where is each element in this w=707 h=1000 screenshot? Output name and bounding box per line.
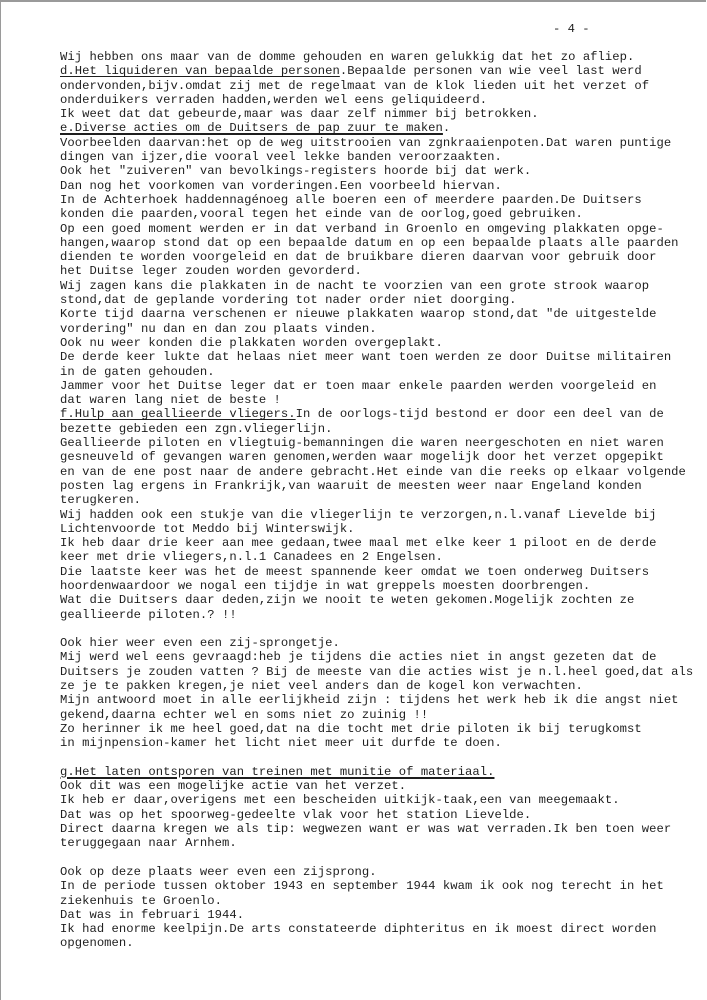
text-line: ze je te pakken kregen,je niet veel anders dan de kogel kon verwachten.	[60, 679, 583, 694]
text-line: Ook het "zuiveren" van bevolkings-registers hoorde bij dat werk.	[60, 164, 532, 179]
text-line: Korte tijd daarna verschenen er nieuwe plakkaten waarop stond,dat "de uitgestelde	[60, 307, 657, 322]
line-text: .	[442, 121, 451, 136]
text-line: Mij werd wel eens gevraagd:heb je tijdens die acties niet in angst gezeten dat de	[60, 650, 657, 665]
text-line: Ik had enorme keelpijn.De arts constateerde diphteritus en ik moest direct worden	[60, 922, 657, 937]
text-line: het Duitse leger zouden worden gevorderd.	[60, 264, 362, 279]
text-line: in de gaten gehouden.	[60, 364, 215, 379]
section-heading-line	[60, 407, 700, 421]
blank-line	[60, 851, 700, 865]
text-line: Duitsers je zouden vatten ? Bij de meeste van die acties wist je n.l.heel goed,dat als	[60, 664, 694, 679]
text-line: Ook nu weer konden die plakkaten worden overgeplakt.	[60, 335, 443, 350]
section-heading: d.Het liquideren van bepaalde personen	[60, 64, 340, 79]
section-heading: e.Diverse acties om de Duitsers de pap zuur te maken	[60, 121, 443, 136]
section-heading-line	[60, 64, 700, 78]
text-line: ondervonden,bijv.omdat zij met de regelmaat van de klok lieden uit het verzet of	[60, 78, 650, 93]
section-heading-line	[60, 121, 700, 135]
text-line: Dat was in februari 1944.	[60, 907, 245, 922]
text-line: onderduikers verraden hadden,werden wel eens geliquideerd.	[60, 92, 488, 107]
text-line: Ook hier weer even een zij-sprongetje.	[60, 636, 340, 651]
section-heading: f.Hulp aan geallieerde vliegers.	[60, 407, 296, 422]
text-line: dat waren lang niet de beste !	[60, 393, 281, 408]
text-line: terugkeren.	[60, 493, 142, 508]
line-text: .Bepaalde personen van wie veel last werd	[339, 64, 642, 79]
section-heading-line	[60, 765, 700, 779]
text-line: Ook op deze plaats weer even een zijsprong.	[60, 864, 377, 879]
text-line: Dat was op het spoorweg-gedeelte vlak voor het station Lievelde.	[60, 807, 532, 822]
text-line: geallieerde piloten.? !!	[60, 607, 237, 622]
text-line: hoordenwaardoor we nogal een tijdje in wat greppels moesten doorbrengen.	[60, 578, 591, 593]
text-line: ziekenhuis te Groenlo.	[60, 893, 223, 908]
text-line: Wat die Duitsers daar deden,zijn we nooit te weten gekomen.Mogelijk zochten ze	[60, 593, 635, 608]
text-line: Wij hadden ook een stukje van die vliegerlijn te verzorgen,n.l.vanaf Lievelde bij	[60, 507, 657, 522]
text-line: in mijnpension-kamer het licht niet meer uit durfde te doen.	[60, 736, 502, 751]
text-line: Jammer voor het Duitse leger dat er toen maar enkele paarden werden voorgeleid en	[60, 378, 657, 393]
text-line: Ook dit was een mogelijke actie van het verzet.	[60, 779, 407, 794]
text-line: dingen van ijzer,die vooral veel lekke banden veroorzaakten.	[60, 150, 502, 165]
text-line: De derde keer lukte dat helaas niet meer want toen werden ze door Duitse militairen	[60, 350, 672, 365]
text-line: opgenomen.	[60, 936, 134, 951]
text-line: Wij zagen kans die plakkaten in de nacht te voorzien van een grote strook waarop	[60, 278, 650, 293]
text-line: Voorbeelden daarvan:het op de weg uitstrooien van zgnkraaienpoten.Dat waren puntige	[60, 135, 672, 150]
text-line: Wij hebben ons maar van de domme gehouden en waren gelukkig dat het zo afliep.	[60, 50, 635, 64]
text-line: Zo herinner ik me heel goed,dat na die tocht met drie piloten ik bij terugkomst	[60, 721, 642, 736]
text-line: gekend,daarna echter wel en soms niet zo zuinig !!	[60, 707, 429, 722]
text-line: keer met drie vliegers,n.l.1 Canadees en 2 Engelsen.	[60, 550, 443, 565]
text-line: Op een goed moment werden er in dat verband in Groenlo en omgeving plakkaten opge-	[60, 221, 664, 236]
text-line: dienden te worden voorgeleid en dat de bruikbare dieren daarvan voor gebruik door	[60, 250, 657, 265]
text-line: teruggegaan naar Arnhem.	[60, 836, 237, 851]
page-number: - 4 -	[553, 22, 590, 36]
text-line: Ik heb er daar,overigens met een bescheiden uitkijk-taak,een van meegemaakt.	[60, 793, 620, 808]
text-line: Geallieerde piloten en vliegtuig-bemanningen die waren neergeschoten en niet waren	[60, 436, 664, 451]
blank-line	[60, 751, 700, 765]
text-line: Die laatste keer was het de meest spannende keer omdat we toen onderweg Duitsers	[60, 564, 650, 579]
text-line: In de Achterhoek haddennagénoeg alle boeren een of meerdere paarden.De Duitsers	[60, 192, 642, 207]
text-line: posten lag ergens in Frankrijk,van waaruit de meesten weer naar Engeland konden	[60, 478, 642, 493]
text-line: hangen,waarop stond dat op een bepaalde datum en op een bepaalde plaats alle paarden	[60, 235, 679, 250]
text-line: Ik weet dat dat gebeurde,maar was daar zelf nimmer bij betrokken.	[60, 107, 539, 122]
text-line: Lichtenvoorde tot Meddo bij Winterswijk.	[60, 521, 355, 536]
section-heading: g.Het laten ontsporen van treinen met munitie of materiaal.	[60, 764, 495, 779]
text-line: Dan nog het voorkomen van vorderingen.Een voorbeeld hiervan.	[60, 178, 502, 193]
text-line: stond,dat de geplande vordering tot nader order niet doorging.	[60, 293, 517, 308]
text-line: Direct daarna kregen we als tip: wegwezen want er was wat verraden.Ik ben toen weer	[60, 822, 672, 837]
text-line: Ik heb daar drie keer aan mee gedaan,twee maal met elke keer 1 piloot en de derde	[60, 536, 657, 551]
blank-line	[60, 622, 700, 636]
text-line: In de periode tussen oktober 1943 en september 1944 kwam ik ook nog terecht in het	[60, 879, 664, 894]
text-line: Mijn antwoord moet in alle eerlijkheid zijn : tijdens het werk heb ik die angst niet	[60, 693, 679, 708]
text-line: vordering" nu dan en dan zou plaats vinden.	[60, 321, 377, 336]
text-line: bezette gebieden een zgn.vliegerlijn.	[60, 421, 333, 436]
text-line: konden die paarden,vooral tegen het einde van de oorlog,goed gebruiken.	[60, 207, 583, 222]
line-text: In de oorlogs-tijd bestond er door een deel van de	[295, 407, 664, 422]
text-line: en van de ene post naar de andere gebracht.Het einde van die reeks op elkaar volgende	[60, 464, 686, 479]
document-body	[60, 50, 700, 951]
text-line: gesneuveld of gevangen waren genomen,werden waar mogelijk door het verzet opgepikt	[60, 450, 664, 465]
